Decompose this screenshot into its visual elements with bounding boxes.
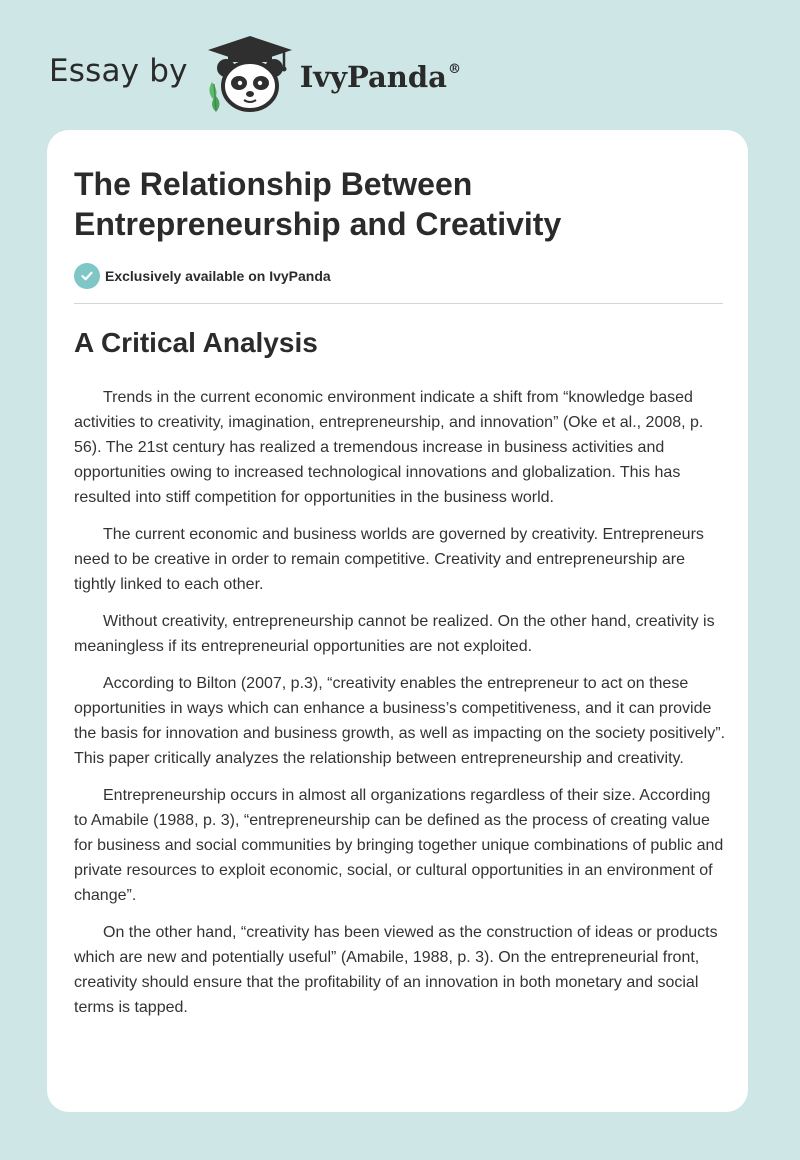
paragraph: Without creativity, entrepreneurship cannot be realized. On the other hand, creativity is meaningless if its entrepreneurial opportunities are not exploited. — [74, 613, 715, 655]
essay-card — [47, 130, 748, 1112]
registered-mark: ® — [447, 62, 461, 77]
check-circle-icon — [74, 263, 100, 289]
site-header — [49, 34, 461, 114]
ivypanda-logo-icon[interactable] — [204, 34, 296, 114]
paragraph: Trends in the current economic environment indicate a shift from “knowledge based activities to creativity, imagination, entrepreneurship, and innovation” (Oke et al., 2008, p. 56). The 21st century has realized a tremendous increase in business activities and opportunities owing to increased technological innovations and globalization. This has resulted into stiff competition for opportunities in the business world. — [74, 389, 704, 506]
title-divider — [74, 303, 723, 304]
exclusive-badge — [74, 263, 331, 289]
section-heading: A Critical Analysis — [74, 327, 318, 358]
exclusive-badge-label: Exclusively available on IvyPanda — [105, 268, 331, 284]
paragraph: According to Bilton (2007, p.3), “creativity enables the entrepreneur to act on these opportunities in ways which can enhance a business’s competitiveness, and it can provide the basis for innovation and business growth, as well as impacting on the society positively”. This paper critically analyzes the relationship between entrepreneurship and creativity. — [74, 675, 726, 767]
essay-by-label: Essay by — [49, 53, 188, 89]
paragraph: The current economic and business worlds are governed by creativity. Entrepreneurs need to be creative in order to remain competitive. Creativity and entrepreneurship are tightly linked to each other. — [74, 526, 704, 593]
paragraph: On the other hand, “creativity has been viewed as the construction of ideas or products which are new and potentially useful” (Amabile, 1988, p. 3). On the entrepreneurial front, creativity should ensure that the profitability of an innovation in both monetary and social terms is tapped. — [74, 924, 718, 1016]
essay-title: The Relationship Between Entrepreneurship and Creativity — [74, 166, 562, 242]
essay-body — [74, 385, 726, 1032]
brand-name-text: IvyPanda — [299, 60, 447, 94]
brand-name[interactable] — [300, 60, 461, 94]
paragraph: Entrepreneurship occurs in almost all organizations regardless of their size. According to Amabile (1988, p. 3), “entrepreneurship can be defined as the process of creating value for business and social communities by bringing together unique combinations of public and private resources to exploit economic, social, or cultural opportunities in an environment of change”. — [74, 787, 724, 904]
